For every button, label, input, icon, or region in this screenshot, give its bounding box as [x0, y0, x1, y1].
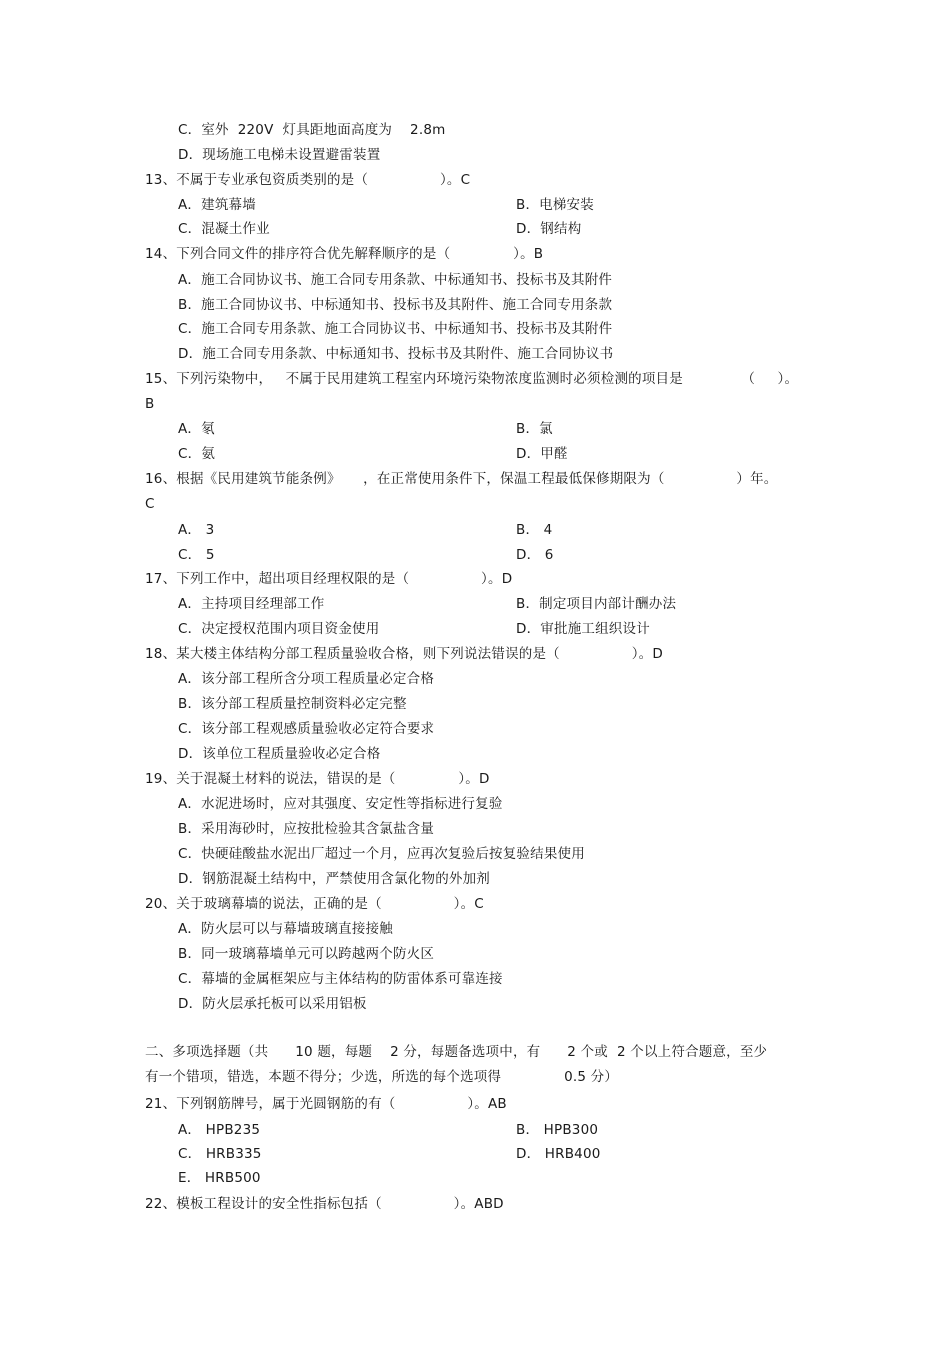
q15-option-a: A．氡: [178, 421, 215, 437]
q15-answer: B: [145, 396, 155, 412]
q21-option-a: A． HPB235: [178, 1122, 261, 1138]
q19-option-c: C．快硬硅酸盐水泥出厂超过一个月，应再次复验后按复验结果使用: [178, 846, 585, 862]
q18-stem: 18、某大楼主体结构分部工程质量验收合格，则下列说法错误的是（ ）。D: [145, 646, 663, 662]
q15-option-d: D．甲醛: [516, 446, 568, 462]
q14-stem: 14、下列合同文件的排序符合优先解释顺序的是（ ）。B: [145, 246, 544, 262]
q17-stem: 17、下列工作中，超出项目经理权限的是（ ）。D: [145, 571, 513, 587]
q13-option-b: B．电梯安装: [516, 197, 594, 213]
q17-option-d: D．审批施工组织设计: [516, 621, 650, 637]
q18-option-b: B．该分部工程质量控制资料必定完整: [178, 696, 407, 712]
q16-stem: 16、根据《民用建筑节能条例》 ，在正常使用条件下，保温工程最低保修期限为（ ）年。: [145, 471, 778, 487]
q13-option-d: D．钢结构: [516, 221, 582, 237]
q17-option-b: B．制定项目内部计酬办法: [516, 596, 677, 612]
q20-stem: 20、关于玻璃幕墙的说法，正确的是（ ）。C: [145, 896, 484, 912]
q19-option-a: A．水泥进场时，应对其强度、安定性等指标进行复验: [178, 796, 503, 812]
prev-option-c: C．室外 220V 灯具距地面高度为 2.8m: [178, 122, 446, 138]
q15-option-c: C．氨: [178, 446, 216, 462]
q13-option-a: A．建筑幕墙: [178, 197, 256, 213]
q13-stem: 13、不属于专业承包资质类别的是（ ）。C: [145, 172, 471, 188]
q21-option-e: E． HRB500: [178, 1170, 261, 1186]
q14-option-d: D．施工合同专用条款、中标通知书、投标书及其附件、施工合同协议书: [178, 346, 614, 362]
q20-option-c: C．幕墙的金属框架应与主体结构的防雷体系可靠连接: [178, 971, 503, 987]
q14-option-c: C．施工合同专用条款、施工合同协议书、中标通知书、投标书及其附件: [178, 321, 613, 337]
q13-option-c: C．混凝土作业: [178, 221, 270, 237]
q21-option-d: D． HRB400: [516, 1146, 601, 1162]
q22-stem: 22、模板工程设计的安全性指标包括（ ）。ABD: [145, 1196, 504, 1212]
q16-answer: C: [145, 496, 155, 512]
q19-stem: 19、关于混凝土材料的说法，错误的是（ ）。D: [145, 771, 490, 787]
q19-option-d: D．钢筋混凝土结构中，严禁使用含氯化物的外加剂: [178, 871, 490, 887]
q17-option-c: C．决定授权范围内项目资金使用: [178, 621, 380, 637]
q16-option-a: A． 3: [178, 522, 215, 538]
q16-option-c: C． 5: [178, 547, 215, 563]
q21-option-b: B． HPB300: [516, 1122, 599, 1138]
section2-heading: 二、多项选择题（共 10 题，每题 2 分，每题备选项中，有 2 个或 2 个以上符合题意，至少: [145, 1044, 768, 1060]
q15-option-b: B．氯: [516, 421, 553, 437]
q18-option-a: A．该分部工程所含分项工程质量必定合格: [178, 671, 435, 687]
section2-instructions: 有一个错项，错选，本题不得分；少选，所选的每个选项得 0.5 分）: [145, 1069, 619, 1085]
q16-option-d: D． 6: [516, 547, 554, 563]
q20-option-d: D．防火层承托板可以采用铝板: [178, 996, 367, 1012]
q18-option-d: D．该单位工程质量验收必定合格: [178, 746, 381, 762]
q14-option-a: A．施工合同协议书、施工合同专用条款、中标通知书、投标书及其附件: [178, 272, 613, 288]
q16-option-b: B． 4: [516, 522, 553, 538]
q17-option-a: A．主持项目经理部工作: [178, 596, 325, 612]
q19-option-b: B．采用海砂时，应按批检验其含氯盐含量: [178, 821, 435, 837]
q14-option-b: B．施工合同协议书、中标通知书、投标书及其附件、施工合同专用条款: [178, 297, 613, 313]
q20-option-b: B．同一玻璃幕墙单元可以跨越两个防火区: [178, 946, 435, 962]
q18-option-c: C．该分部工程观感质量验收必定符合要求: [178, 721, 435, 737]
q21-option-c: C． HRB335: [178, 1146, 262, 1162]
prev-option-d: D．现场施工电梯未设置避雷装置: [178, 147, 381, 163]
q21-stem: 21、下列钢筋牌号，属于光圆钢筋的有（ ）。AB: [145, 1096, 507, 1112]
q15-stem: 15、下列污染物中， 不属于民用建筑工程室内环境污染物浓度监测时必须检测的项目是 （ ）。: [145, 371, 799, 387]
q20-option-a: A．防火层可以与幕墙玻璃直接接触: [178, 921, 393, 937]
